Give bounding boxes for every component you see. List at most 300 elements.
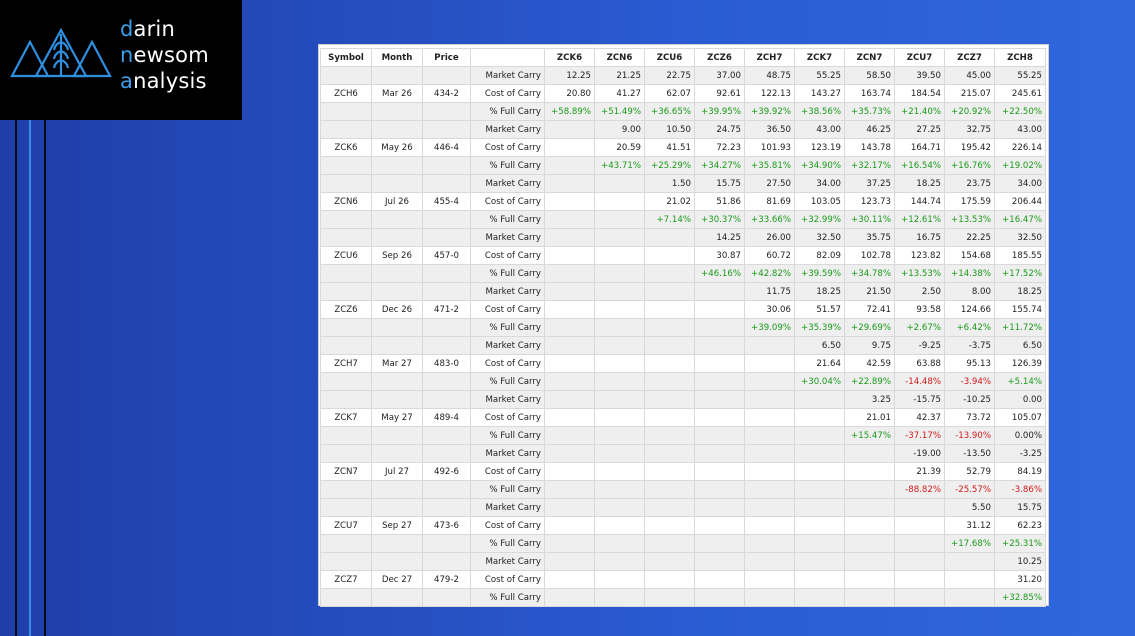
cell-symbol: ZCH7	[321, 355, 372, 373]
cell-value	[595, 463, 645, 481]
cell-row-label: Cost of Carry	[471, 85, 545, 103]
cell-value	[595, 427, 645, 445]
cell-row-label: Cost of Carry	[471, 355, 545, 373]
header-contract: ZCU7	[895, 49, 945, 67]
cell-value: 21.50	[845, 283, 895, 301]
header-contract: ZCU6	[645, 49, 695, 67]
cell-value: +7.14%	[645, 211, 695, 229]
cell-value	[645, 301, 695, 319]
cell-month: Dec 26	[372, 301, 423, 319]
cell-value	[595, 499, 645, 517]
cell-empty	[372, 391, 423, 409]
cell-row-label: Market Carry	[471, 121, 545, 139]
cell-row-label: Cost of Carry	[471, 247, 545, 265]
cell-symbol: ZCK6	[321, 139, 372, 157]
cell-empty	[372, 211, 423, 229]
cell-value	[545, 121, 595, 139]
cell-value: 23.75	[945, 175, 995, 193]
cell-value: 52.79	[945, 463, 995, 481]
cell-value: 32.50	[795, 229, 845, 247]
cell-empty	[423, 481, 471, 499]
cell-value	[545, 481, 595, 499]
cell-value: 195.42	[945, 139, 995, 157]
cell-value: +22.50%	[995, 103, 1046, 121]
header-month: Month	[372, 49, 423, 67]
cell-value	[845, 589, 895, 607]
header-row	[321, 49, 1046, 67]
cell-value: 122.13	[745, 85, 795, 103]
cell-value: 48.75	[745, 67, 795, 85]
cell-value: +14.38%	[945, 265, 995, 283]
cell-value: +30.11%	[845, 211, 895, 229]
cell-value	[845, 499, 895, 517]
cell-value	[595, 409, 645, 427]
cell-value	[595, 283, 645, 301]
cell-value	[695, 481, 745, 499]
cell-empty	[423, 499, 471, 517]
cell-value: 126.39	[995, 355, 1046, 373]
cell-value	[695, 301, 745, 319]
cell-empty	[372, 553, 423, 571]
cell-value: 31.20	[995, 571, 1046, 589]
carry-table	[320, 48, 1046, 607]
cell-empty	[321, 67, 372, 85]
cell-empty	[321, 373, 372, 391]
cell-value	[645, 265, 695, 283]
cell-value	[745, 589, 795, 607]
cell-value: +34.90%	[795, 157, 845, 175]
cell-value: 60.72	[745, 247, 795, 265]
cell-value	[595, 211, 645, 229]
table-row	[321, 319, 1046, 337]
cell-row-label: Cost of Carry	[471, 409, 545, 427]
cell-value: -13.90%	[945, 427, 995, 445]
cell-value: 16.75	[895, 229, 945, 247]
cell-value	[795, 445, 845, 463]
cell-value: 46.25	[845, 121, 895, 139]
cell-value: 101.93	[745, 139, 795, 157]
cell-value: +39.95%	[695, 103, 745, 121]
cell-value: 22.75	[645, 67, 695, 85]
cell-value: 215.07	[945, 85, 995, 103]
cell-value	[595, 337, 645, 355]
cell-row-label: Market Carry	[471, 499, 545, 517]
cell-value	[745, 463, 795, 481]
cell-row-label: % Full Carry	[471, 157, 545, 175]
cell-value: 45.00	[945, 67, 995, 85]
cell-value	[645, 409, 695, 427]
cell-value	[595, 373, 645, 391]
cell-value: 41.51	[645, 139, 695, 157]
cell-value: 43.00	[795, 121, 845, 139]
cell-value: 35.75	[845, 229, 895, 247]
cell-value	[745, 535, 795, 553]
cell-empty	[423, 391, 471, 409]
cell-value: +17.52%	[995, 265, 1046, 283]
cell-value	[595, 265, 645, 283]
cell-empty	[321, 229, 372, 247]
cell-empty	[321, 535, 372, 553]
wheat-mountains-icon	[10, 24, 112, 80]
cell-value	[895, 499, 945, 517]
cell-value	[745, 481, 795, 499]
header-contract: ZCZ7	[945, 49, 995, 67]
cell-value	[945, 589, 995, 607]
cell-value	[845, 463, 895, 481]
table-row	[321, 103, 1046, 121]
header-contract: ZCH7	[745, 49, 795, 67]
decorative-line	[15, 120, 17, 636]
cell-empty	[321, 499, 372, 517]
cell-value: +16.54%	[895, 157, 945, 175]
cell-empty	[423, 535, 471, 553]
cell-row-label: Market Carry	[471, 553, 545, 571]
cell-row-label: % Full Carry	[471, 481, 545, 499]
table-row	[321, 85, 1046, 103]
cell-empty	[321, 121, 372, 139]
cell-empty	[372, 121, 423, 139]
cell-value: +33.66%	[745, 211, 795, 229]
cell-value	[845, 481, 895, 499]
cell-empty	[423, 175, 471, 193]
cell-empty	[423, 157, 471, 175]
cell-value: 37.00	[695, 67, 745, 85]
cell-value	[795, 481, 845, 499]
cell-empty	[423, 265, 471, 283]
cell-value: +29.69%	[845, 319, 895, 337]
table-row	[321, 589, 1046, 607]
cell-value: 18.25	[795, 283, 845, 301]
cell-empty	[372, 499, 423, 517]
table-row	[321, 67, 1046, 85]
cell-value: 20.59	[595, 139, 645, 157]
cell-value: 22.25	[945, 229, 995, 247]
cell-empty	[372, 589, 423, 607]
cell-value	[745, 553, 795, 571]
cell-value: 39.50	[895, 67, 945, 85]
cell-empty	[372, 535, 423, 553]
cell-value	[595, 355, 645, 373]
cell-value	[545, 517, 595, 535]
cell-value: 24.75	[695, 121, 745, 139]
cell-value	[645, 517, 695, 535]
cell-value: 175.59	[945, 193, 995, 211]
table-row	[321, 211, 1046, 229]
cell-value: 102.78	[845, 247, 895, 265]
cell-value: 93.58	[895, 301, 945, 319]
cell-value: -25.57%	[945, 481, 995, 499]
table-row	[321, 553, 1046, 571]
cell-value: +32.99%	[795, 211, 845, 229]
cell-symbol: ZCZ7	[321, 571, 372, 589]
cell-value	[695, 589, 745, 607]
cell-value: -3.86%	[995, 481, 1046, 499]
cell-value	[745, 373, 795, 391]
cell-value: -3.94%	[945, 373, 995, 391]
cell-value: 9.75	[845, 337, 895, 355]
cell-value: 10.50	[645, 121, 695, 139]
cell-value: 42.37	[895, 409, 945, 427]
cell-value: 27.50	[745, 175, 795, 193]
cell-value	[745, 571, 795, 589]
cell-value	[545, 157, 595, 175]
table-row	[321, 535, 1046, 553]
cell-empty	[423, 337, 471, 355]
cell-row-label: Cost of Carry	[471, 517, 545, 535]
cell-value	[545, 571, 595, 589]
cell-value	[545, 175, 595, 193]
table-row	[321, 301, 1046, 319]
cell-value: 245.61	[995, 85, 1046, 103]
cell-value	[695, 373, 745, 391]
cell-value: 6.50	[995, 337, 1046, 355]
cell-row-label: Market Carry	[471, 283, 545, 301]
cell-value	[645, 391, 695, 409]
cell-value: 15.75	[695, 175, 745, 193]
cell-value: -9.25	[895, 337, 945, 355]
cell-value	[595, 481, 645, 499]
cell-value: 30.06	[745, 301, 795, 319]
cell-value: -3.75	[945, 337, 995, 355]
cell-price: 473-6	[423, 517, 471, 535]
cell-row-label: % Full Carry	[471, 103, 545, 121]
table-row	[321, 265, 1046, 283]
cell-value	[695, 463, 745, 481]
cell-empty	[423, 283, 471, 301]
cell-value: +39.92%	[745, 103, 795, 121]
cell-value	[695, 445, 745, 463]
cell-value	[795, 535, 845, 553]
cell-value: +32.17%	[845, 157, 895, 175]
cell-value	[695, 319, 745, 337]
cell-empty	[372, 67, 423, 85]
cell-value: 51.57	[795, 301, 845, 319]
cell-value: 5.50	[945, 499, 995, 517]
cell-value	[645, 373, 695, 391]
cell-row-label: Cost of Carry	[471, 139, 545, 157]
header-contract: ZCH8	[995, 49, 1046, 67]
cell-value: 72.41	[845, 301, 895, 319]
cell-value	[545, 409, 595, 427]
cell-value: 206.44	[995, 193, 1046, 211]
table-row	[321, 283, 1046, 301]
cell-value: 72.23	[695, 139, 745, 157]
cell-value	[645, 589, 695, 607]
cell-value: 32.75	[945, 121, 995, 139]
cell-value	[595, 229, 645, 247]
cell-value: 103.05	[795, 193, 845, 211]
cell-value: 81.69	[745, 193, 795, 211]
cell-value: +58.89%	[545, 103, 595, 121]
table-row	[321, 409, 1046, 427]
cell-value: 0.00	[995, 391, 1046, 409]
cell-empty	[372, 427, 423, 445]
cell-month: Sep 27	[372, 517, 423, 535]
cell-value: 143.27	[795, 85, 845, 103]
cell-value	[845, 517, 895, 535]
carry-table-panel	[318, 44, 1049, 606]
cell-value: +38.56%	[795, 103, 845, 121]
cell-row-label: Market Carry	[471, 445, 545, 463]
cell-value	[595, 391, 645, 409]
cell-value	[545, 229, 595, 247]
cell-empty	[321, 211, 372, 229]
cell-value	[595, 175, 645, 193]
cell-value	[695, 409, 745, 427]
cell-value: -37.17%	[895, 427, 945, 445]
cell-value: +34.27%	[695, 157, 745, 175]
cell-empty	[423, 373, 471, 391]
cell-value: 82.09	[795, 247, 845, 265]
header-row-label	[471, 49, 545, 67]
cell-value	[795, 589, 845, 607]
cell-empty	[321, 265, 372, 283]
cell-value	[745, 427, 795, 445]
cell-value: 21.02	[645, 193, 695, 211]
cell-value	[645, 229, 695, 247]
cell-value: +17.68%	[945, 535, 995, 553]
cell-empty	[372, 283, 423, 301]
table-row	[321, 517, 1046, 535]
header-contract: ZCN7	[845, 49, 895, 67]
table-row	[321, 373, 1046, 391]
cell-empty	[321, 103, 372, 121]
cell-empty	[372, 229, 423, 247]
cell-value: 27.25	[895, 121, 945, 139]
cell-price: 483-0	[423, 355, 471, 373]
cell-value	[595, 247, 645, 265]
table-row	[321, 481, 1046, 499]
cell-value	[595, 571, 645, 589]
cell-value	[945, 553, 995, 571]
cell-value	[545, 139, 595, 157]
cell-value	[745, 499, 795, 517]
cell-value	[695, 517, 745, 535]
cell-value: 55.25	[995, 67, 1046, 85]
table-row	[321, 427, 1046, 445]
cell-value: 12.25	[545, 67, 595, 85]
cell-value	[545, 319, 595, 337]
cell-month: Jul 26	[372, 193, 423, 211]
cell-value	[545, 301, 595, 319]
cell-row-label: % Full Carry	[471, 589, 545, 607]
cell-value: +12.61%	[895, 211, 945, 229]
cell-row-label: Cost of Carry	[471, 301, 545, 319]
cell-empty	[423, 67, 471, 85]
cell-value	[645, 427, 695, 445]
cell-empty	[321, 337, 372, 355]
cell-value: -19.00	[895, 445, 945, 463]
cell-value: 51.86	[695, 193, 745, 211]
cell-value	[545, 337, 595, 355]
cell-value: 21.25	[595, 67, 645, 85]
cell-value: 124.66	[945, 301, 995, 319]
cell-value: +36.65%	[645, 103, 695, 121]
cell-value: +35.39%	[795, 319, 845, 337]
cell-value	[795, 517, 845, 535]
brand-name: darin newsom analysis	[120, 17, 209, 93]
cell-value: 41.27	[595, 85, 645, 103]
cell-value	[545, 265, 595, 283]
cell-value	[545, 193, 595, 211]
cell-value	[695, 283, 745, 301]
cell-value: +20.92%	[945, 103, 995, 121]
cell-value: +35.73%	[845, 103, 895, 121]
cell-value	[795, 553, 845, 571]
cell-value: +13.53%	[895, 265, 945, 283]
table-row	[321, 499, 1046, 517]
cell-value	[695, 427, 745, 445]
cell-empty	[372, 157, 423, 175]
cell-symbol: ZCN7	[321, 463, 372, 481]
cell-value: 123.73	[845, 193, 895, 211]
decorative-line	[44, 120, 46, 636]
cell-empty	[423, 121, 471, 139]
cell-value: +39.59%	[795, 265, 845, 283]
cell-value	[845, 571, 895, 589]
cell-value	[545, 499, 595, 517]
cell-value: 36.50	[745, 121, 795, 139]
cell-value: 143.78	[845, 139, 895, 157]
cell-value: 18.25	[895, 175, 945, 193]
cell-value	[595, 517, 645, 535]
cell-row-label: Cost of Carry	[471, 193, 545, 211]
cell-value: 105.07	[995, 409, 1046, 427]
cell-row-label: % Full Carry	[471, 265, 545, 283]
cell-value: 154.68	[945, 247, 995, 265]
cell-value: 21.39	[895, 463, 945, 481]
cell-value: 43.00	[995, 121, 1046, 139]
cell-value: +2.67%	[895, 319, 945, 337]
cell-empty	[321, 553, 372, 571]
cell-value	[645, 535, 695, 553]
table-row	[321, 391, 1046, 409]
cell-value	[795, 427, 845, 445]
cell-empty	[372, 373, 423, 391]
decorative-line	[29, 120, 31, 636]
cell-price: 457-0	[423, 247, 471, 265]
cell-value: +16.76%	[945, 157, 995, 175]
cell-value: +13.53%	[945, 211, 995, 229]
cell-value	[645, 283, 695, 301]
cell-value: 58.50	[845, 67, 895, 85]
cell-value: 63.88	[895, 355, 945, 373]
cell-value	[595, 193, 645, 211]
cell-price: 434-2	[423, 85, 471, 103]
cell-value: -15.75	[895, 391, 945, 409]
cell-value: 95.13	[945, 355, 995, 373]
cell-price: 489-4	[423, 409, 471, 427]
cell-value	[745, 355, 795, 373]
cell-value: 21.01	[845, 409, 895, 427]
cell-row-label: Market Carry	[471, 67, 545, 85]
cell-value: 92.61	[695, 85, 745, 103]
cell-value	[545, 211, 595, 229]
cell-value: +25.29%	[645, 157, 695, 175]
cell-value	[695, 355, 745, 373]
cell-value: -13.50	[945, 445, 995, 463]
header-price: Price	[423, 49, 471, 67]
cell-value	[895, 589, 945, 607]
cell-value: 18.25	[995, 283, 1046, 301]
cell-value	[895, 517, 945, 535]
cell-value	[845, 445, 895, 463]
cell-empty	[321, 589, 372, 607]
cell-month: May 27	[372, 409, 423, 427]
cell-value	[545, 427, 595, 445]
cell-value: 185.55	[995, 247, 1046, 265]
cell-value	[545, 463, 595, 481]
